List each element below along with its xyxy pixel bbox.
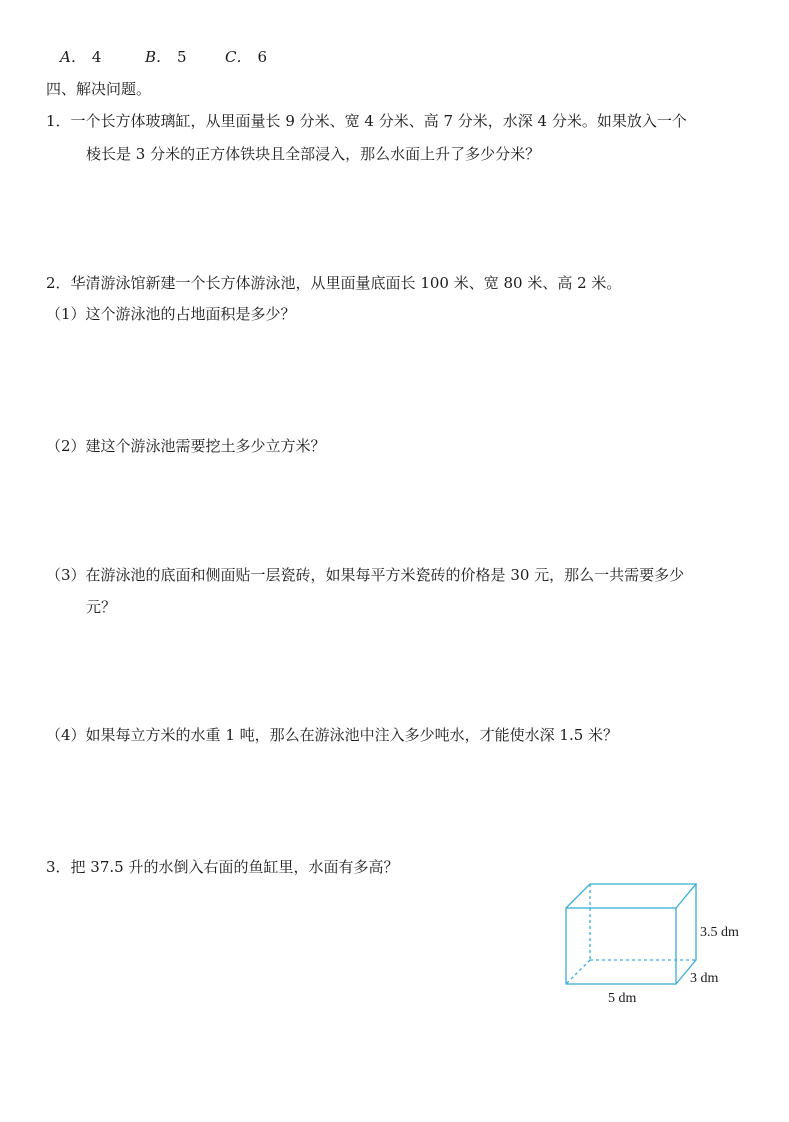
option-a bbox=[60, 46, 101, 67]
tank-top-face bbox=[566, 884, 696, 908]
question-2-sub-2: （2）建这个游泳池需要挖土多少立方米？ bbox=[46, 437, 326, 455]
option-b-letter: B． bbox=[145, 48, 172, 66]
fish-tank-figure bbox=[560, 878, 760, 1012]
option-a-value: 4 bbox=[91, 48, 102, 66]
option-c bbox=[225, 46, 267, 67]
question-3-text: 3．把 37.5 升的水倒入右面的鱼缸里，水面有多高？ bbox=[46, 858, 399, 876]
tank-height-label: 3.5 dm bbox=[700, 925, 739, 940]
option-c-letter: C． bbox=[225, 48, 252, 66]
question-2-intro: 2．华清游泳馆新建一个长方体游泳池，从里面量底面长 100 米、宽 80 米、高 2 米。 bbox=[46, 274, 622, 292]
question-1-line-2: 棱长是 3 分米的正方体铁块且全部浸入，那么水面上升了多少分米？ bbox=[86, 145, 541, 163]
question-2-sub-1: （1）这个游泳池的占地面积是多少？ bbox=[46, 305, 296, 323]
tank-length-label: 5 dm bbox=[608, 991, 637, 1006]
question-1-line-1: 1．一个长方体玻璃缸，从里面量长 9 分米、宽 4 分米、高 7 分米，水深 4 分米。如果放入一个 bbox=[46, 112, 687, 130]
question-2-sub-3-line-2: 元？ bbox=[86, 598, 117, 616]
option-b bbox=[145, 46, 187, 67]
section-title: 四、解决问题。 bbox=[46, 80, 152, 98]
tank-right-face bbox=[676, 884, 696, 984]
tank-front-face bbox=[566, 908, 676, 984]
option-c-value: 6 bbox=[257, 48, 268, 66]
option-a-letter: A． bbox=[60, 48, 86, 66]
tank-width-label: 3 dm bbox=[690, 971, 719, 986]
question-2-sub-4: （4）如果每立方米的水重 1 吨，那么在游泳池中注入多少吨水，才能使水深 1.5 米？ bbox=[46, 726, 619, 744]
question-2-sub-3-line-1: （3）在游泳池的底面和侧面贴一层瓷砖，如果每平方米瓷砖的价格是 30 元，那么一共需要多少 bbox=[46, 566, 685, 584]
option-b-value: 5 bbox=[177, 48, 187, 66]
